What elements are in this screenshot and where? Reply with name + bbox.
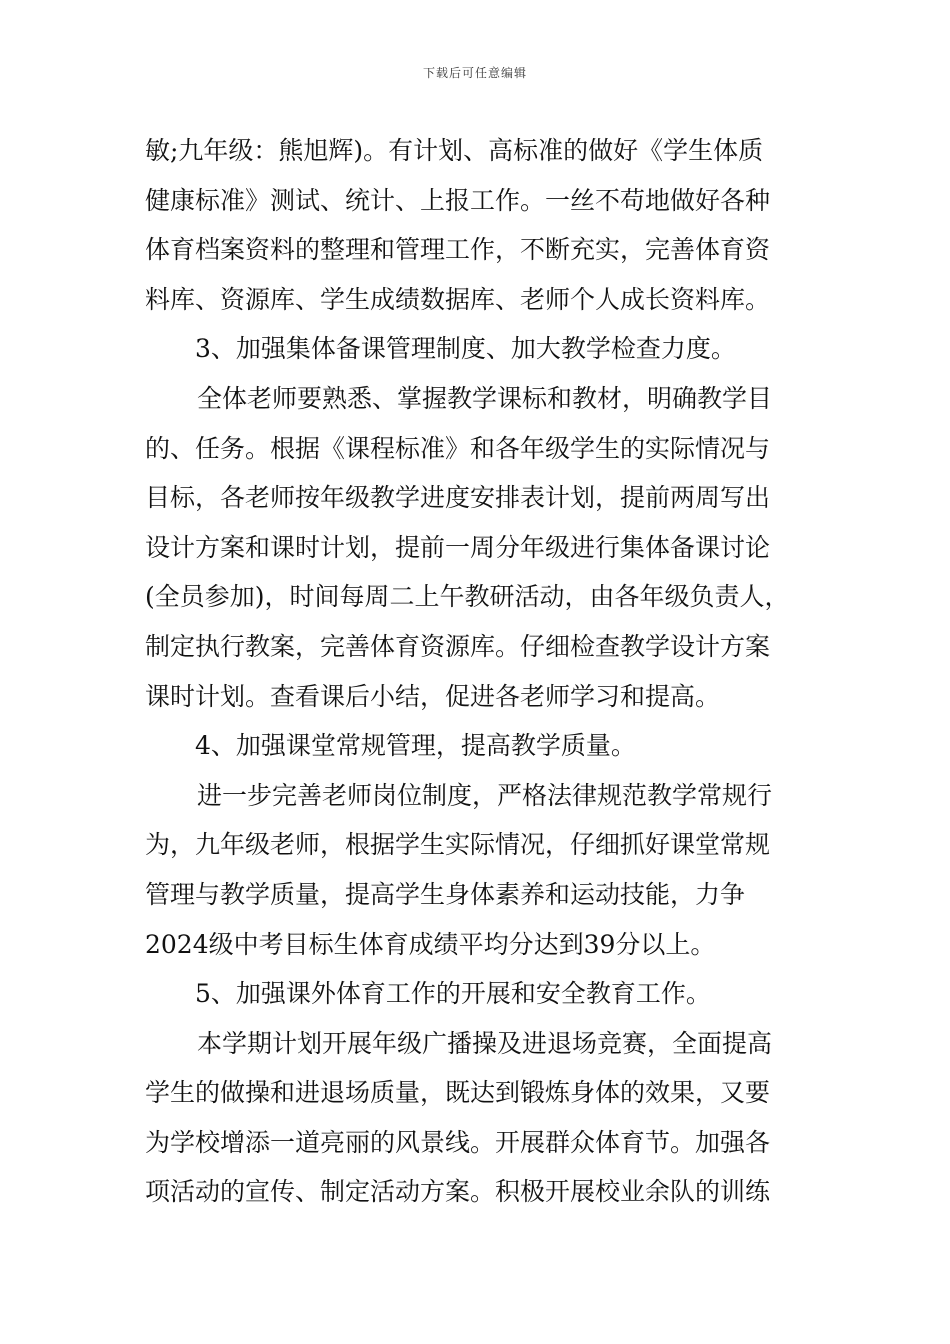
section-heading-4: 4、加强课堂常规管理，提高教学质量。 [195,731,636,761]
text-line: 本学期计划开展年级广播操及进退场竞赛，全面提高 [197,1028,773,1058]
text-line: 为学校增添一道亮丽的风景线。开展群众体育节。加强各 [145,1127,771,1157]
text-line: 项活动的宣传、制定活动方案。积极开展校业余队的训练 [145,1177,771,1207]
text-line: 进一步完善老师岗位制度，严格法律规范教学常规行 [197,780,773,810]
section-heading-5: 5、加强课外体育工作的开展和安全教育工作。 [195,979,711,1009]
text-line: 的、任务。根据《课程标准》和各年级学生的实际情况与 [145,433,771,463]
text-line: 料库、资源库、学生成绩数据库、老师个人成长资料库。 [145,284,771,314]
text-line: 敏;九年级：熊旭辉)。有计划、高标准的做好《学生体质 [145,136,764,165]
text-line: 2024级中考目标生体育成绩平均分达到39分以上。 [145,929,716,959]
text-line: 课时计划。查看课后小结，促进各老师学习和提高。 [145,681,721,711]
text-line: 设计方案和课时计划，提前一周分年级进行集体备课讨论 [145,532,771,562]
text-line: 为，九年级老师，根据学生实际情况，仔细抓好课堂常规 [145,830,771,860]
text-line: (全员参加)，时间每周二上午教研活动，由各年级负责人， [145,582,790,612]
section-heading-3: 3、加强集体备课管理制度、加大教学检查力度。 [195,334,736,364]
text-line: 制定执行教案，完善体育资源库。仔细检查教学设计方案 [145,631,771,661]
text-line: 目标，各老师按年级教学进度安排表计划，提前两周写出 [145,483,771,513]
text-line: 健康标准》测试、统计、上报工作。一丝不苟地做好各种 [145,185,771,215]
document-body [145,126,815,1217]
page-header: 下载后可任意编辑 [422,66,527,80]
text-line: 体育档案资料的整理和管理工作，不断充实，完善体育资 [145,235,771,265]
text-line: 全体老师要熟悉、掌握教学课标和教材，明确教学目 [197,383,773,413]
text-line: 学生的做操和进退场质量，既达到锻炼身体的效果，又要 [145,1078,771,1108]
text-line: 管理与教学质量，提高学生身体素养和运动技能，力争 [145,879,746,909]
